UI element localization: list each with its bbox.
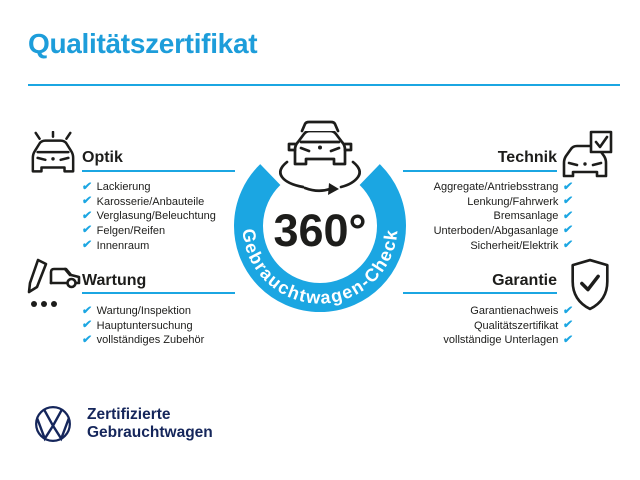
checklist-label: vollständiges Zubehör [96, 334, 205, 347]
ring-label: Gebrauchtwagen-Check [238, 227, 402, 308]
page-title: Qualitätszertifikat [28, 28, 258, 59]
checklist-item [82, 180, 216, 195]
checklist-label: Lenkung/Fahrwerk [467, 195, 559, 208]
checklist-item [82, 319, 204, 334]
wartung-checklist [82, 304, 204, 348]
checklist-label: Aggregate/Antriebsstrang [433, 181, 559, 194]
footer-label-line1: Zertifizierte [87, 406, 171, 423]
checklist-label: vollständige Unterlagen [443, 334, 559, 347]
checklist-label: Innenraum [96, 239, 150, 252]
checklist-label: Verglasung/Beleuchtung [96, 210, 216, 223]
checklist-item [82, 224, 216, 239]
checklist-item [82, 209, 216, 224]
checklist-item [470, 238, 573, 253]
checklist-item [82, 333, 204, 348]
technik-underline [403, 170, 557, 172]
checklist-item [434, 180, 573, 195]
checklist-item [82, 304, 204, 319]
title-divider [28, 84, 620, 86]
car-checkbox-icon [562, 130, 614, 180]
checklist-item [470, 304, 573, 319]
car-rotation-icon [280, 122, 359, 195]
optik-underline [82, 170, 235, 172]
check-icon: ✔ [562, 180, 574, 193]
check-icon: ✔ [562, 238, 574, 251]
checklist-item [82, 238, 216, 253]
section-heading-wartung: Wartung [82, 272, 147, 289]
checklist-item [467, 195, 573, 210]
vw-logo [34, 405, 72, 443]
shield-check-icon [567, 257, 613, 312]
checklist-label: Hauptuntersuchung [96, 319, 193, 332]
check-icon: ✔ [562, 195, 574, 208]
check-icon: ✔ [562, 304, 574, 317]
checklist-label: Wartung/Inspektion [96, 305, 192, 318]
checklist-item [474, 319, 573, 334]
footer-label [87, 406, 213, 441]
checklist-item [443, 333, 573, 348]
technik-checklist [434, 180, 573, 253]
check-icon: ✔ [562, 319, 574, 332]
checklist-label: Sicherheit/Elektrik [470, 239, 559, 252]
checklist-item [434, 224, 573, 239]
check-icon: ✔ [81, 224, 93, 237]
checklist-label: Bremsanlage [493, 210, 559, 223]
check-icon: ✔ [81, 319, 93, 332]
checklist-label: Felgen/Reifen [96, 225, 166, 238]
garantie-underline [403, 292, 557, 294]
check-icon: ✔ [562, 209, 574, 222]
car-front-shine-icon [29, 131, 77, 179]
checklist-item [82, 195, 216, 210]
check-icon: ✔ [81, 180, 93, 193]
checklist-label: Garantienachweis [470, 305, 559, 318]
check-icon: ✔ [81, 304, 93, 317]
degree-label: 360° [273, 205, 367, 256]
wartung-underline [82, 292, 235, 294]
checklist-label: Karosserie/Anbauteile [96, 195, 205, 208]
footer-label-line2: Gebrauchtwagen [87, 423, 213, 441]
pencil-checklist-car-icon [25, 257, 85, 311]
check-icon: ✔ [81, 333, 93, 346]
section-heading-garantie: Garantie [492, 272, 557, 289]
section-heading-technik: Technik [497, 149, 557, 166]
section-heading-optik: Optik [82, 149, 123, 166]
garantie-checklist [443, 304, 573, 348]
check-icon: ✔ [562, 333, 574, 346]
optik-checklist [82, 180, 216, 253]
check-icon: ✔ [81, 209, 93, 222]
check-icon: ✔ [562, 224, 574, 237]
checklist-label: Qualitätszertifikat [473, 319, 559, 332]
check-icon: ✔ [81, 238, 93, 251]
360-check-badge [224, 104, 418, 316]
checklist-label: Unterboden/Abgasanlage [433, 225, 559, 238]
check-icon: ✔ [81, 195, 93, 208]
checklist-item [494, 209, 573, 224]
checklist-label: Lackierung [96, 181, 151, 194]
